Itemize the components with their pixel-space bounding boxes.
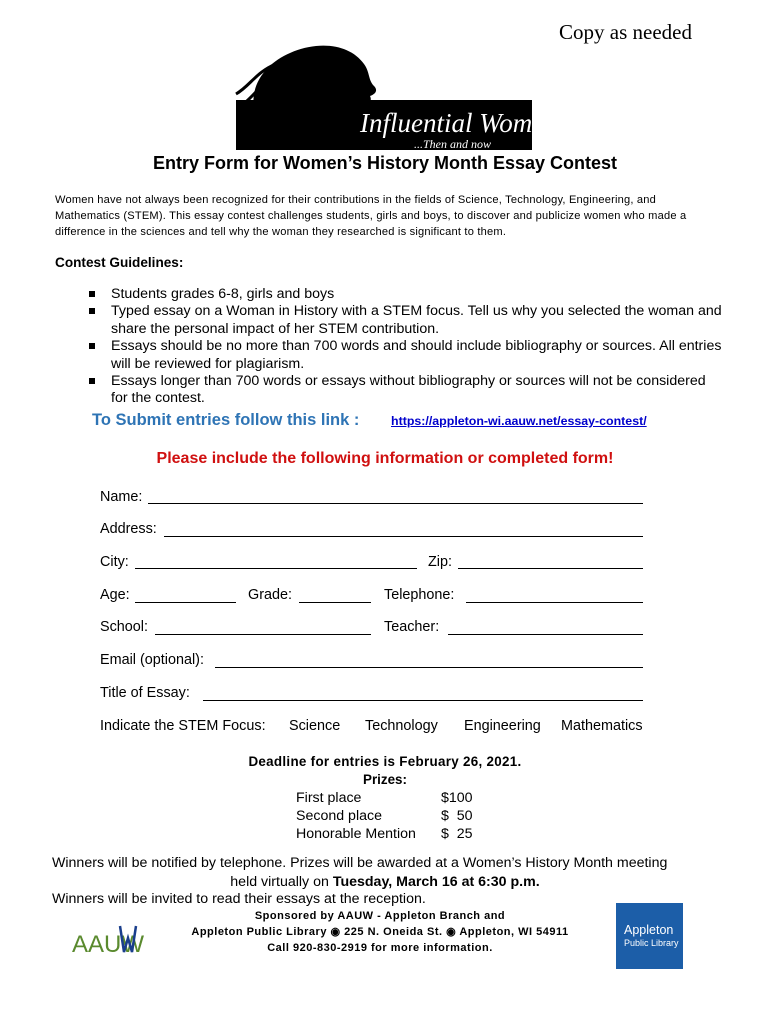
zip-field[interactable] (458, 567, 643, 569)
bullet-icon (89, 343, 95, 349)
list-item: Essays longer than 700 words or essays without bibliography or sources will not be considered for the contest. (55, 373, 725, 408)
stem-option-engineering[interactable]: Engineering (464, 718, 541, 734)
prize-amount: $ 50 (441, 808, 473, 824)
appleton-public-library-logo: Appleton Public Library (616, 903, 683, 969)
email-field[interactable] (215, 666, 643, 668)
essay-title-field[interactable] (203, 699, 643, 701)
stem-option-technology[interactable]: Technology (365, 718, 438, 734)
bullet-icon (89, 291, 95, 297)
zip-label: Zip: (428, 554, 452, 570)
address-label: Address: (100, 521, 157, 537)
name-field[interactable] (148, 502, 643, 504)
email-label: Email (optional): (100, 652, 204, 668)
please-include-note: Please include the following information or completed form! (156, 450, 614, 467)
copy-note: Copy as needed (559, 20, 692, 44)
prizes-heading: Prizes: (363, 772, 407, 787)
guidelines-list (55, 286, 725, 408)
guidelines-heading: Contest Guidelines: (55, 255, 184, 270)
city-field[interactable] (135, 567, 417, 569)
city-label: City: (100, 554, 129, 570)
essay-title-label: Title of Essay: (100, 685, 190, 701)
winners-line-2: held virtually on Tuesday, March 16 at 6:30 p.m. (230, 874, 540, 890)
age-field[interactable] (135, 601, 236, 603)
teacher-field[interactable] (448, 633, 643, 635)
svg-text:Influential Women: Influential Women (360, 108, 558, 138)
sponsor-line-3: Call 920-830-2919 for more information. (267, 942, 493, 954)
grade-field[interactable] (299, 601, 371, 603)
svg-text:...Then and now: ...Then and now (414, 137, 492, 151)
stem-option-science[interactable]: Science (289, 718, 341, 734)
address-field[interactable] (164, 535, 643, 537)
age-label: Age: (100, 587, 130, 603)
teacher-label: Teacher: (384, 619, 440, 635)
list-item: Essays should be no more than 700 words and should include bibliography or sources. All entries will be reviewed for plagiarism. (55, 338, 725, 373)
telephone-field[interactable] (466, 601, 643, 603)
list-item: Typed essay on a Woman in History with a STEM focus. Tell us why you selected the woman and share the personal impact of her STEM contribution. (55, 303, 725, 338)
winners-line-3: Winners will be invited to read their essays at the reception. (52, 891, 426, 907)
prize-amount: $ 25 (441, 826, 473, 842)
deadline-text: Deadline for entries is February 26, 2021. (248, 754, 522, 769)
telephone-label: Telephone: (384, 587, 455, 603)
page-title: Entry Form for Women’s History Month Essay Contest (152, 153, 618, 173)
intro-paragraph: Women have not always been recognized for their contributions in the fields of Science, Technology, Engineering, and Mathematics (STEM). This essay contest challenges students, girls and boys, to discover and publicize women who made a difference in the sciences and tell why the woman they researched is significant to them. (55, 194, 687, 238)
aauw-logo (70, 916, 144, 958)
grade-label: Grade: (248, 587, 292, 603)
dot-separator-icon: ◉ (446, 926, 460, 938)
dot-separator-icon: ◉ (330, 926, 345, 938)
sponsor-line-2: Appleton Public Library ◉ 225 N. Oneida St. ◉ Appleton, WI 54911 (191, 926, 569, 938)
bullet-icon (89, 308, 95, 314)
bullet-icon (89, 378, 95, 384)
influential-women-logo (236, 42, 558, 151)
name-label: Name: (100, 489, 143, 505)
school-label: School: (100, 619, 148, 635)
submit-link[interactable]: https://appleton-wi.aauw.net/essay-contest/ (391, 414, 647, 428)
school-field[interactable] (155, 633, 371, 635)
submit-instruction: To Submit entries follow this link : (92, 411, 360, 429)
list-item: Students grades 6-8, girls and boys (55, 286, 725, 303)
stem-focus-label: Indicate the STEM Focus: (100, 718, 266, 734)
stem-option-mathematics[interactable]: Mathematics (561, 718, 643, 734)
winners-line-1: Winners will be notified by telephone. Prizes will be awarded at a Women’s History Month meeting (52, 855, 668, 871)
sponsor-line-1: Sponsored by AAUW - Appleton Branch and (254, 910, 506, 922)
prize-name: First place (296, 790, 362, 806)
prize-name: Honorable Mention (296, 826, 416, 842)
prize-amount: $100 (441, 790, 473, 806)
prize-name: Second place (296, 808, 382, 824)
svg-text:AAUW: AAUW (72, 931, 144, 958)
